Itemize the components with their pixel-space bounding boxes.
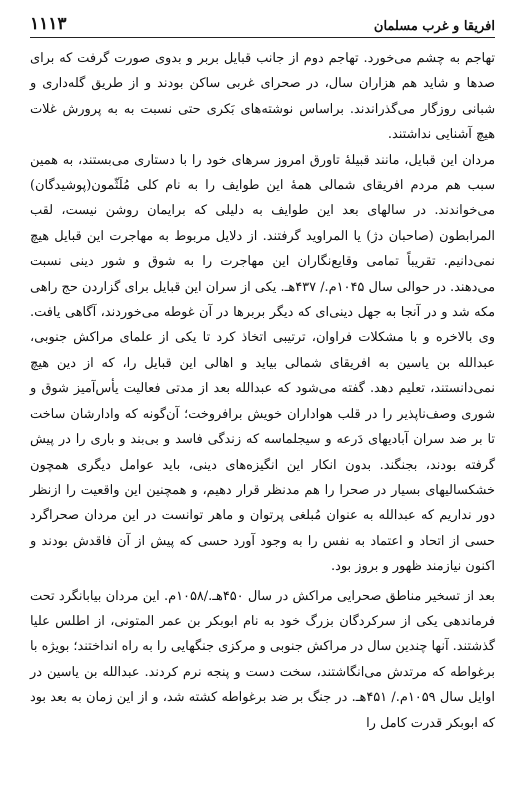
paragraph: تهاجم به چشم می‌خورد. تهاجم دوم از جانب قبایل بربر و بدوی صورت گرفت که برای صدها و شاید هم هزاران سال، در صحرای غربی ساکن بودند و از طریق گله‌داری و شبانی روزگار می‌گذراندند. براساس نوشته‌های بَکری حتی نسبت به به پرورش غلات هیچ آشنایی نداشتند. xyxy=(30,51,495,143)
body-text xyxy=(30,46,495,736)
running-title: افریقا و غرب مسلمان xyxy=(373,19,495,34)
paragraph: مردان این قبایل، مانند قبیلهٔ تاورق امروز سرهای خود را با دستاری می‌بستند، به همین سبب هم مردم افریقای شمالی همهٔ این طوایف را به نام کلی مُلَثّمون(پوشیدگان) می‌خواندند. در سالهای بعد این طوایف به دلیلی که برایمان روشن نیست، لقب المرابطون (صاحبان دژ) یا المراوید گرفتند. از دلایل مربوط به مهاجرت این قبایل هیچ نمی‌دانیم. تقریباً تمامی وقایع‌نگاران این مهاجرت را به شوق و شور دینی نسبت می‌دهند. در حوالی سال ۱۰۴۵م./ ۴۳۷هـ. یکی از سران این قبایل برای گزاردن حج راهی مکه شد و در آنجا به جهل دینی‌ای که دیگر بربرها در آن غوطه می‌خوردند، آگاهی یافت. وی بالاخره و با مشکلات فراوان، ترتیبی اتخاذ کرد تا یکی از علمای مراکش جنوبی، عبدالله بن یاسین به افریقای شمالی بیاید و اهالی این قبایل را، که از دین هیچ نمی‌دانستند، تعلیم دهد. گفته می‌شود که عبدالله بعد از مدتی فعالیت یأس‌آمیز شوق و شوری وصف‌ناپذیر را در قلب هواداران خویش برافروخت؛ آن‌گونه که وادارشان ساخت تا بر ضد سران آبادیهای دَرعه و سیجلماسه که زندگی فاسد و بی‌بند و باری را در پیش گرفته بودند، بجنگند. بدون انکار این انگیزه‌های دینی، باید عوامل دیگری همچون خشکسالیهای بسیار در صحرا را هم مدنظر قرار دهیم، و همچنین این واقعیت را ازنظر دور نداریم که عبدالله به عنوان مُبلغی پرتوان و ماهر توانست در این مردان صحراگرد حسی از اتحاد و اعتماد به نفس را به وجود آورد حسی که پیش از آن فاقدش بودند و اکنون نیازمند ظهور و بروز بود. xyxy=(30,152,495,575)
paragraph: بعد از تسخیر مناطق صحرایی مراکش در سال ۴۵۰هـ./۱۰۵۸م. این مردان بیابانگرد تحت فرماندهی یکی از سرکردگان بزرگ خود به نام ابوبکر بن عمر المتونی، از اطلس علیا گذشتند. آنها چندین سال در مراکش جنوبی و مرکزی جنگهایی را به راه انداختند؛ بویژه با برغواطه که مرتدش می‌انگاشتند، سخت دست و پنجه نرم کردند. عبدالله بن یاسین در اوایل سال ۱۰۵۹م./ ۴۵۱هـ. در جنگ بر ضد برغواطه کشته شد، و از این زمان به بعد بود که ابوبکر قدرت کامل را xyxy=(30,588,495,731)
header-rule xyxy=(30,37,495,38)
page-number: ۱۱۱۳ xyxy=(30,14,67,34)
page-header xyxy=(30,8,495,34)
